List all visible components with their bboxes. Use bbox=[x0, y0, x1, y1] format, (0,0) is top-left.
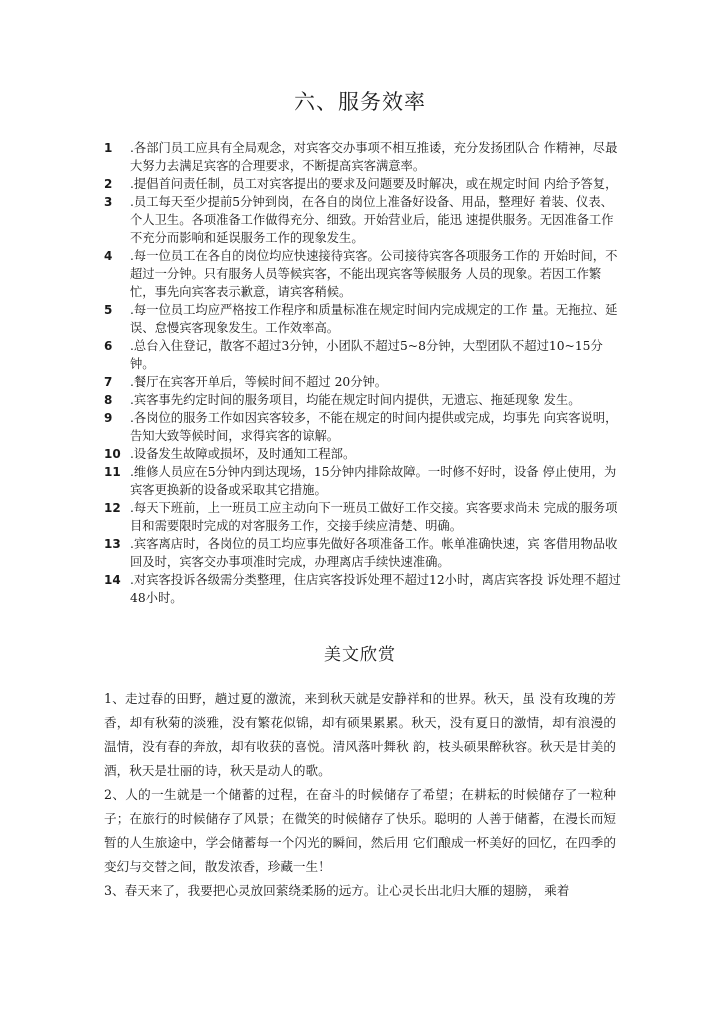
list-item bbox=[104, 193, 624, 247]
item-number: 3 bbox=[104, 195, 113, 209]
list-item bbox=[104, 175, 624, 193]
item-number: 8 bbox=[104, 393, 113, 407]
item-number: 6 bbox=[104, 339, 113, 353]
item-text: .各岗位的服务工作如因宾客较多，不能在规定的时间内提供或完成，均事先 向宾客说明，告知大致等候时间，求得宾客的谅解。 bbox=[130, 411, 618, 443]
item-number: 7 bbox=[104, 375, 113, 389]
essay-body bbox=[104, 687, 616, 903]
item-text: .每一位员工均应严格按工作程序和质量标准在规定时间内完成规定的工作 量。无拖拉、延误、怠慢宾客现象发生。工作效率高。 bbox=[130, 303, 618, 335]
list-item bbox=[104, 391, 624, 409]
item-text: .各部门员工应具有全局观念，对宾客交办事项不相互推诿，充分发扬团队合 作精神，尽最大努力去满足宾客的合理要求，不断提高宾客满意率。 bbox=[130, 141, 618, 173]
item-text: .维修人员应在5分钟内到达现场，15分钟内排除故障。一时修不好时，设备 停止使用，为宾客更换新的设备或采取其它措施。 bbox=[130, 465, 617, 497]
item-number: 4 bbox=[104, 249, 113, 263]
essay-paragraph: 1、走过春的田野，趟过夏的激流，来到秋天就是安静祥和的世界。秋天，虽 没有玫瑰的芳香，却有秋菊的淡雅，没有繁花似锦，却有硕果累累。秋天，没有夏日的激情，却有浪漫的温情，没有春的奔放，却有收获的喜悦。清风落叶舞秋 韵，枝头硕果醉秋容。秋天是甘美的酒，秋天是壮丽的诗，秋天是动人的歌。 bbox=[104, 691, 616, 778]
item-number: 1 bbox=[104, 141, 113, 155]
essay-title: 美文欣赏 bbox=[324, 645, 396, 665]
list-item bbox=[104, 139, 624, 175]
list-item bbox=[104, 337, 624, 373]
item-number: 11 bbox=[104, 465, 121, 479]
section-title: 六、服务效率 bbox=[294, 90, 426, 114]
list-item bbox=[104, 499, 624, 535]
item-number: 10 bbox=[104, 447, 121, 461]
item-text: .设备发生故障或损坏，及时通知工程部。 bbox=[130, 447, 356, 461]
item-number: 2 bbox=[104, 177, 113, 191]
list-item bbox=[104, 409, 624, 445]
item-text: .对宾客投诉各级需分类整理，住店宾客投诉处理不超过12小时，离店宾客投 诉处理不超过48小时。 bbox=[130, 573, 621, 605]
item-text: .员工每天至少提前5分钟到岗，在各自的岗位上准备好设备、用品，整理好 着装、仪表、个人卫生。各项准备工作做得充分、细致。开始营业后，能迅 速提供服务。无因准备工作不充分而影响和延误服务工作的现象发生。 bbox=[130, 195, 614, 245]
item-number: 14 bbox=[104, 573, 121, 587]
list-item bbox=[104, 445, 624, 463]
rules-list bbox=[104, 139, 624, 607]
list-item bbox=[104, 571, 624, 607]
item-text: .提倡首问责任制，员工对宾客提出的要求及问题要及时解决，或在规定时间 内给予答复， bbox=[130, 177, 618, 191]
item-number: 12 bbox=[104, 501, 121, 515]
item-text: .宾客离店时，各岗位的员工均应事先做好各项准备工作。帐单准确快速，宾 客借用物品收回及时，宾客交办事项准时完成，办理离店手续快速准确。 bbox=[130, 537, 618, 569]
list-item bbox=[104, 301, 624, 337]
list-item bbox=[104, 247, 624, 301]
item-text: .总台入住登记，散客不超过3分钟，小团队不超过5~8分钟，大型团队不超过10~15分钟。 bbox=[130, 339, 603, 371]
item-text: .每一位员工在各自的岗位均应快速接待宾客。公司接待宾客各项服务工作的 开始时间，不超过一分钟。只有服务人员等候宾客，不能出现宾客等候服务 人员的现象。若因工作繁忙，事先向宾客表示歉意，请宾客稍候。 bbox=[130, 249, 618, 299]
essay-paragraph: 3、春天来了，我要把心灵放回萦绕柔肠的远方。让心灵长出北归大雁的翅膀， 乘着 bbox=[104, 883, 570, 898]
item-number: 9 bbox=[104, 411, 113, 425]
list-item bbox=[104, 535, 624, 571]
item-text: .宾客事先约定时间的服务项目，均能在规定时间内提供，无遗忘、拖延现象 发生。 bbox=[130, 393, 581, 407]
list-item bbox=[104, 373, 624, 391]
item-text: .每天下班前，上一班员工应主动向下一班员工做好工作交接。宾客要求尚未 完成的服务项目和需要限时完成的对客服务工作，交接手续应清楚、明确。 bbox=[130, 501, 618, 533]
item-number: 5 bbox=[104, 303, 113, 317]
item-number: 13 bbox=[104, 537, 121, 551]
item-text: .餐厅在宾客开单后，等候时间不超过 20分钟。 bbox=[130, 375, 388, 389]
essay-paragraph: 2、人的一生就是一个储蓄的过程，在奋斗的时候储存了希望；在耕耘的时候储存了一粒种子；在旅行的时候储存了风景；在微笑的时候储存了快乐。聪明的 人善于储蓄，在漫长而短暂的人生旅途中，学会储蓄每一个闪光的瞬间，然后用 它们酿成一杯美好的回忆，在四季的变幻与交替之间，散发浓香，珍藏一生！ bbox=[104, 787, 616, 874]
list-item bbox=[104, 463, 624, 499]
